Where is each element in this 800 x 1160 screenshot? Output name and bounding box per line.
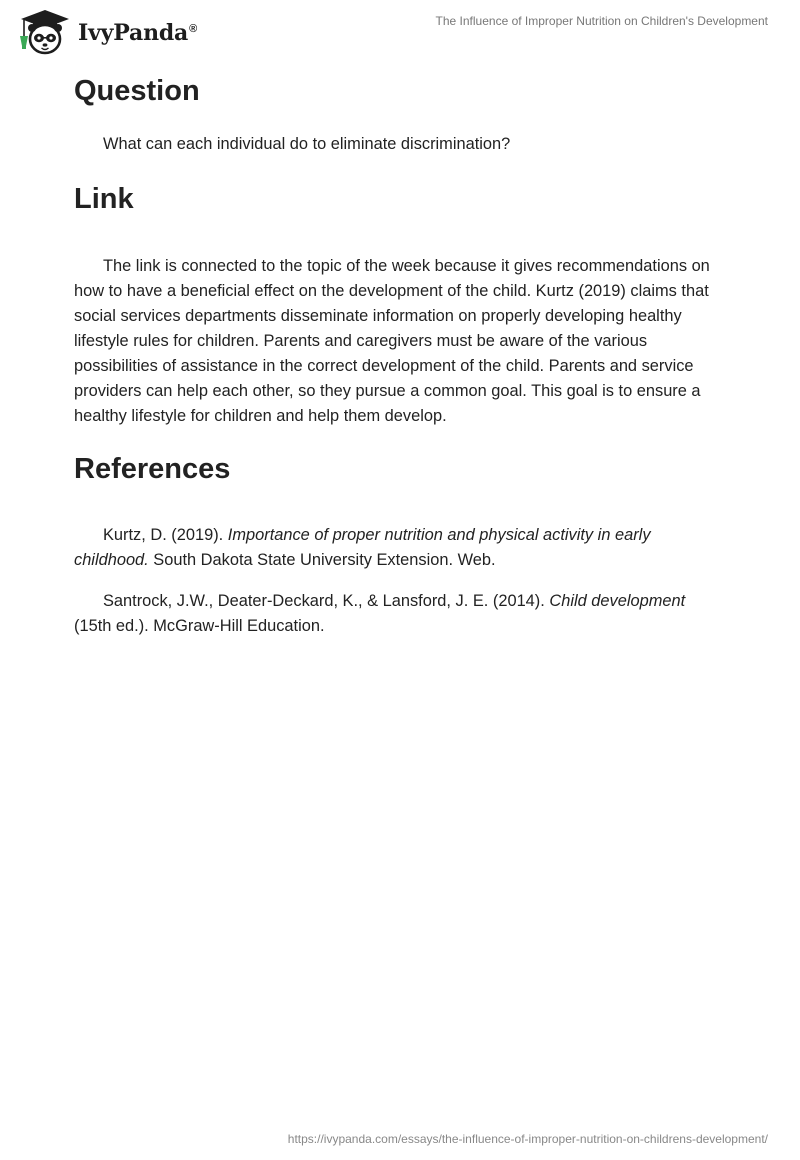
reference-item xyxy=(74,589,724,639)
reference-title: Child development xyxy=(549,592,686,610)
source-url[interactable]: https://ivypanda.com/essays/the-influence-of-improper-nutrition-on-childrens-development/ xyxy=(287,1132,768,1146)
reference-publisher: South Dakota State University Extension. Web. xyxy=(148,551,496,569)
question-heading: Question xyxy=(74,75,200,107)
reference-item xyxy=(74,523,724,573)
brand-name: IvyPanda® xyxy=(78,20,198,46)
reference-authors: Santrock, J.W., Deater-Deckard, K., & Lansford, J. E. (2014). xyxy=(103,592,550,610)
references-heading: References xyxy=(74,453,231,485)
brand-logo[interactable] xyxy=(14,8,197,58)
document-body xyxy=(74,72,724,639)
reference-title: Importance of proper nutrition and physical activity in early childhood. xyxy=(74,526,651,569)
link-paragraph: The link is connected to the topic of the week because it gives recommendations on how to have a beneficial effect on the development of the child. Kurtz (2019) claims that social services departments disseminate information on properly developing healthy lifestyle rules for children. Parents and caregivers must be aware of the various possibilities of assistance in the correct development of the child. Parents and service providers can help each other, so they pursue a common goal. This goal is to ensure a healthy lifestyle for children and help them develop. xyxy=(74,257,710,425)
question-text: What can each individual do to eliminate discrimination? xyxy=(103,135,511,153)
document-title: The Influence of Improper Nutrition on Children's Development xyxy=(435,14,768,28)
link-heading: Link xyxy=(74,183,134,215)
registered-mark: ® xyxy=(189,22,198,35)
reference-publisher: (15th ed.). McGraw-Hill Education. xyxy=(74,617,325,635)
reference-authors: Kurtz, D. (2019). xyxy=(103,526,228,544)
page-header xyxy=(0,0,800,64)
panda-logo-icon xyxy=(14,8,76,58)
